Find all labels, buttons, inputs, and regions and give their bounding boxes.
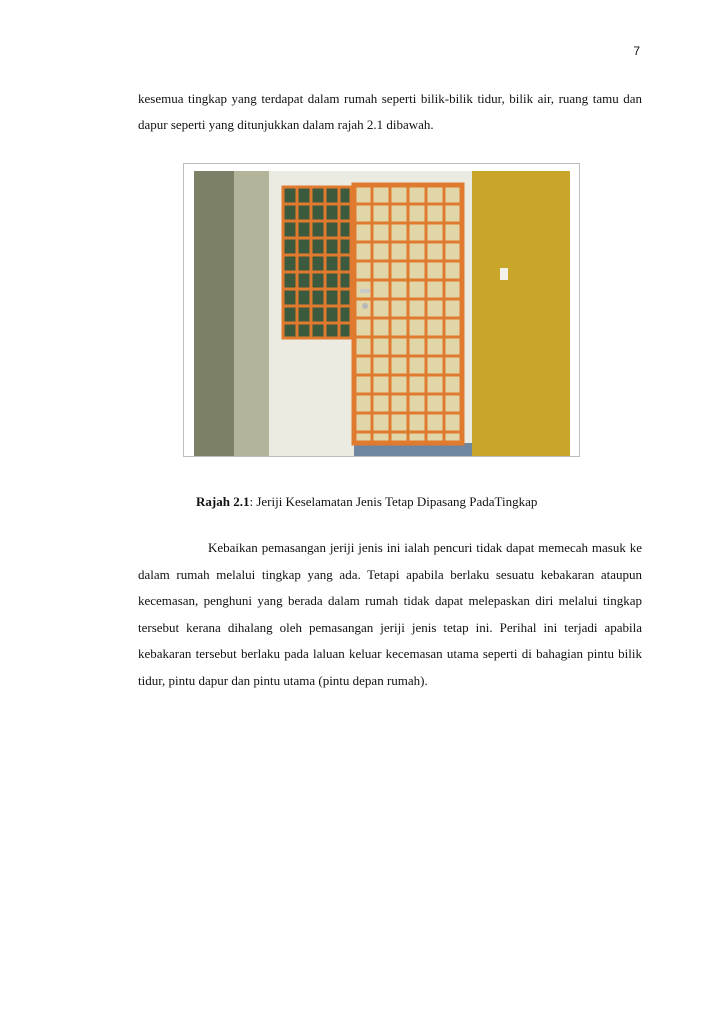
- figure-frame: [183, 163, 580, 457]
- figure-photo: [194, 171, 570, 456]
- left-wall: [234, 171, 269, 456]
- light-switch: [500, 268, 508, 280]
- figure-caption: [196, 494, 537, 510]
- page-number: 7: [633, 44, 640, 58]
- caption-text: : Jeriji Keselamatan Jenis Tetap Dipasang PadaTingkap: [249, 494, 538, 509]
- small-window-glass: [283, 187, 351, 338]
- intro-paragraph: kesemua tingkap yang terdapat dalam rumah seperti bilik-bilik tidur, bilik air, ruang tamu dan dapur seperti yang ditunjukkan dalam rajah 2.1 dibawah.: [138, 91, 642, 132]
- body-paragraph: Kebaikan pemasangan jeriji jenis ini ialah pencuri tidak dapat memecah masuk ke dalam rumah melalui tingkap yang ada. Tetapi apabila berlaku sesuatu kebakaran ataupun kecemasan, penghuni yang berada dalam rumah tidak dapat melepaskan diri melalui tingkap tersebut kerana dihalang oleh pemasangan jeriji jenis tetap ini. Perihal ini terjadi apabila kebakaran tersebut berlaku pada laluan keluar kecemasan utama seperti di bahagian pintu bilik tidur, pintu dapur dan pintu utama (pintu depan rumah).: [138, 540, 642, 688]
- caption-label: Rajah 2.1: [196, 494, 250, 509]
- window-grille-photo: [194, 171, 570, 456]
- right-yellow-wall: [472, 171, 570, 456]
